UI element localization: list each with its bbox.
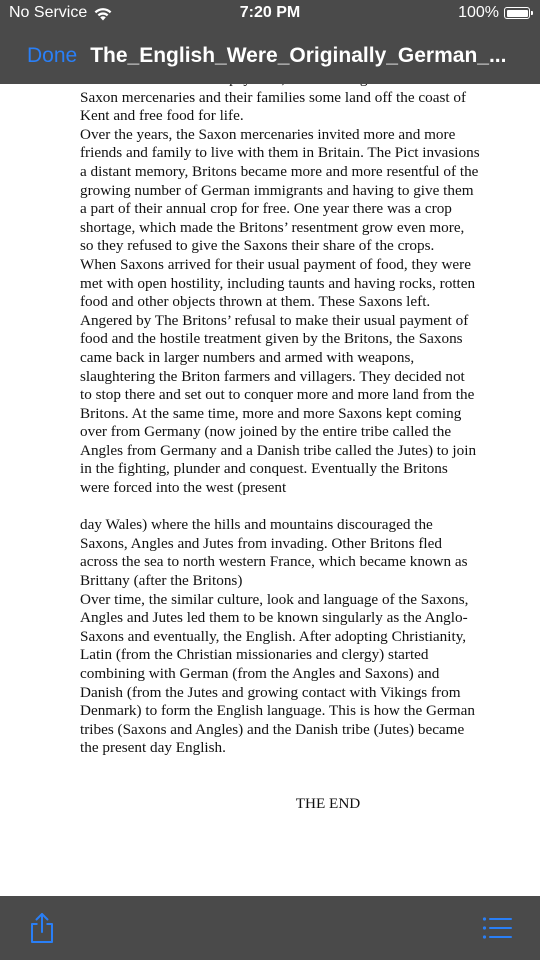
paragraph-1: Saxon mercenaries and their families some land off the coast of Kent and free food for life. <box>80 88 467 125</box>
navigation-bar <box>0 36 540 76</box>
status-time: 7:20 PM <box>239 4 301 21</box>
document-title: The_English_Were_Originally_German_... <box>90 44 507 67</box>
share-button[interactable] <box>28 912 56 944</box>
battery-icon <box>504 7 530 19</box>
status-bar <box>0 0 540 28</box>
paragraph-2: Over the years, the Saxon mercenaries invited more and more friends and family to live with them in Britain. The Pict invasions a distant memory, Britons became more and more resentful of the growing number of German immigrants and having to give them a part of their annual crop for free. One year there was a crop shortage, which made the Britons’ resentment grow even more, so they refused to give the Saxons their share of the crops. <box>80 125 480 255</box>
paragraph-4: day Wales) where the hills and mountains discouraged the Saxons, Angles and Jutes from invading. Other Britons fled across the sea to north western France, which became known as Brittany (after the Britons) <box>80 516 468 590</box>
list-button[interactable] <box>482 916 512 940</box>
top-bar <box>0 0 540 84</box>
battery-percent: 100% <box>458 4 499 21</box>
the-end-text: THE END <box>295 795 361 813</box>
battery-status <box>458 4 530 22</box>
document-viewer[interactable] <box>0 84 540 896</box>
paragraph-5: Over time, the similar culture, look and language of the Saxons, Angles and Jutes led them to be known singularly as the Anglo-Saxons and eventually, the English. After adopting Christianity, Latin (from the Christian missionaries and clergy) started combining with German (from the Angles and Saxons) and Danish (from the Jutes and growing contact with Vikings from Denmark) to form the English language. This is how the German tribes (Saxons and Angles) and the Danish tribe (Jutes) became the present day English. <box>80 590 475 757</box>
document-page <box>80 70 480 814</box>
paragraph-3: When Saxons arrived for their usual payment of food, they were met with open hostility, including taunts and having rocks, rotten food and other objects thrown at them. These Saxons left. Angered by The Britons’ refusal to make their usual payment of food and the hostile treatment given by the Britons, the Saxons came back in larger numbers and armed with weapons, slaughtering the Briton farmers and villagers. They decided not to stop there and set out to conquer more and more land from the Britons. At the same time, more and more Saxons kept coming over from Germany (now joined by the entire tribe called the Angles from Germany and a Danish tribe called the Jutes) to join in the fighting, plunder and conquest. Eventually the Britons were forced into the west (present <box>80 255 477 497</box>
spacer <box>80 758 480 777</box>
share-icon <box>28 912 56 944</box>
bottom-toolbar <box>0 896 540 960</box>
list-icon <box>482 916 512 940</box>
done-button[interactable]: Done <box>27 44 78 67</box>
carrier-label: No Service <box>9 4 88 21</box>
page-break <box>80 498 480 517</box>
